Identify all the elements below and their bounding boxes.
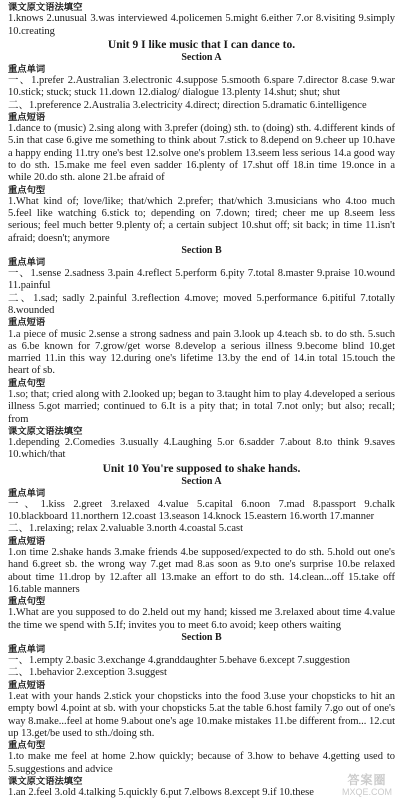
answer-paragraph: 1.What are you supposed to do 2.held out my hand; kissed me 3.relaxed about time 4.value the time we spend with 5.If; invites you to meet 6.to avoid; keep others waiting [8, 607, 395, 631]
section-heading: 重点单词 [8, 487, 46, 498]
section-heading: 重点短语 [8, 679, 46, 690]
answer-paragraph: 一、1.kiss 2.greet 3.relaxed 4.value 5.capital 6.noon 7.mad 8.passport 9.chalk 10.blackboard 11.northern 12.coast 13.season 14.knock 15.eastern 16.worth 17.manner [8, 498, 395, 523]
answer-paragraph: 二、1.relaxing; relax 2.valuable 3.north 4.coastal 5.cast [8, 523, 244, 535]
section-heading: 重点单词 [8, 63, 46, 74]
section-heading: 重点句型 [8, 596, 46, 607]
section-heading: 课文原文语法填空 [8, 2, 83, 12]
section-title: Section B [181, 244, 222, 256]
answer-paragraph: 一、1.prefer 2.Australian 3.electronic 4.suppose 5.smooth 6.spare 7.director 8.case 9.war 10.stick; stuck; stuck 11.down 12.dialog/ dialogue 13.plenty 14.shut; shut; shut [8, 75, 395, 99]
section-heading: 重点短语 [8, 111, 46, 122]
answer-content [8, 2, 395, 799]
answer-paragraph: 1.dance to (music) 2.sing along with 3.prefer (doing) sth. to (doing) sth. 4.different kinds of 5.in that case 6.give me something to think about 7.stick to 8.depend on 9.cheer up 10.have a happy ending 11.try one's best 12.solve one's problem 13.seem less serious 14.a good way to do sth. 15.make me feel even sadder 16.plenty of 17.shut off 18.in time 19.once in a while 20.do sth. alone 21.be afraid of [8, 123, 395, 184]
answer-paragraph: 1.an 2.feel 3.old 4.talking 5.quickly 6.put 7.elbows 8.except 9.if 10.these [8, 787, 314, 799]
section-title: Section A [181, 51, 222, 63]
section-title: Section B [181, 631, 222, 643]
watermark-logo [334, 774, 400, 800]
answer-paragraph: 一、1.empty 2.basic 3.exchange 4.granddaughter 5.behave 6.except 7.suggestion [8, 655, 351, 667]
section-heading: 重点句型 [8, 377, 46, 388]
answer-paragraph: 1.a piece of music 2.sense a strong sadness and pain 3.look up 4.teach sb. to do sth. 5.such as 6.be known for 7.grow/get worse 8.develop a serious illness 9.become blind 10.get married 11.in this way 12.during one's lifetime 13.by the end of 14.in total 15.touch the heart of sb. [8, 328, 395, 377]
section-heading: 课文原文语法填空 [8, 425, 83, 436]
answer-paragraph: 1.knows 2.unusual 3.was interviewed 4.policemen 5.might 6.either 7.or 8.visiting 9.simply 10.creating [8, 13, 395, 37]
answer-paragraph: 二、1.preference 2.Australia 3.electricity 4.direct; direction 5.dramatic 6.intelligence [8, 99, 367, 111]
watermark-url: MXQE.COM [341, 787, 392, 797]
unit-title: Unit 10 You're supposed to shake hands. [102, 462, 301, 475]
unit-title: Unit 9 I like music that I can dance to. [107, 38, 296, 51]
answer-paragraph: 1.depending 2.Comedies 3.usually 4.Laughing 5.or 6.sadder 7.about 8.to think 9.saves 10.which/that [8, 437, 395, 461]
answer-paragraph: 二、1.behavior 2.exception 3.suggest [8, 667, 167, 679]
answer-paragraph: 1.to make me feel at home 2.how quickly; because of 3.how to behave 4.getting used to 5.suggestions and advice [8, 751, 395, 775]
answer-paragraph: 1.eat with your hands 2.stick your chopsticks into the food 3.use your chopsticks to hit an empty bowl 4.point at sb. with your chopsticks 5.at the table 6.host family 7.go out of one's way 8.make...feel at home 9.about one's age 10.make mistakes 11.be different from... 12.cut up 13.get/be used to sth./doing sth. [8, 690, 395, 739]
section-heading: 课文原文语法填空 [8, 775, 83, 786]
section-heading: 重点短语 [8, 317, 46, 328]
section-heading: 重点句型 [8, 184, 46, 195]
section-heading: 重点句型 [8, 740, 46, 751]
section-heading: 重点单词 [8, 256, 46, 267]
section-title: Section A [181, 475, 222, 487]
watermark-text: 答案圈 [347, 773, 387, 787]
section-heading: 重点单词 [8, 643, 46, 654]
answer-paragraph: 1.on time 2.shake hands 3.make friends 4.be supposed/expected to do sth. 5.hold out one's hand 6.greet sb. the wrong way 7.get mad 8.as soon as 9.to one's surprise 10.be relaxed about time 11.drop by 12.after all 13.make an effort to do sth. 14.clean...off 15.take off 16.table manners [8, 546, 395, 595]
answer-paragraph: 1.so; that; cried along with 2.looked up; began to 3.taught him to play 4.developed a serious illness 5.got married; continued to 6.It is a pity that; in total 7.not only; but also; recall; from [8, 388, 395, 425]
answer-paragraph: 一、1.sense 2.sadness 3.pain 4.reflect 5.perform 6.pity 7.total 8.master 9.praise 10.wound 11.painful [8, 268, 395, 292]
answer-paragraph: 1.What kind of; love/like; that/which 2.prefer; that/which 3.musicians who 4.too much 5.feel like watching 6.stick to; depending on 7.down; tired; cheer me up 8.seem less serious; feel much better 9.plenty of; a certain subject 10.shut off; sit back; in time 11.isn't afraid; doesn't; anymore [8, 195, 395, 244]
section-heading: 重点短语 [8, 535, 46, 546]
answer-paragraph: 二、1.sad; sadly 2.painful 3.reflection 4.move; moved 5.performance 6.pitiful 7.totally 8.wounded [8, 292, 395, 317]
